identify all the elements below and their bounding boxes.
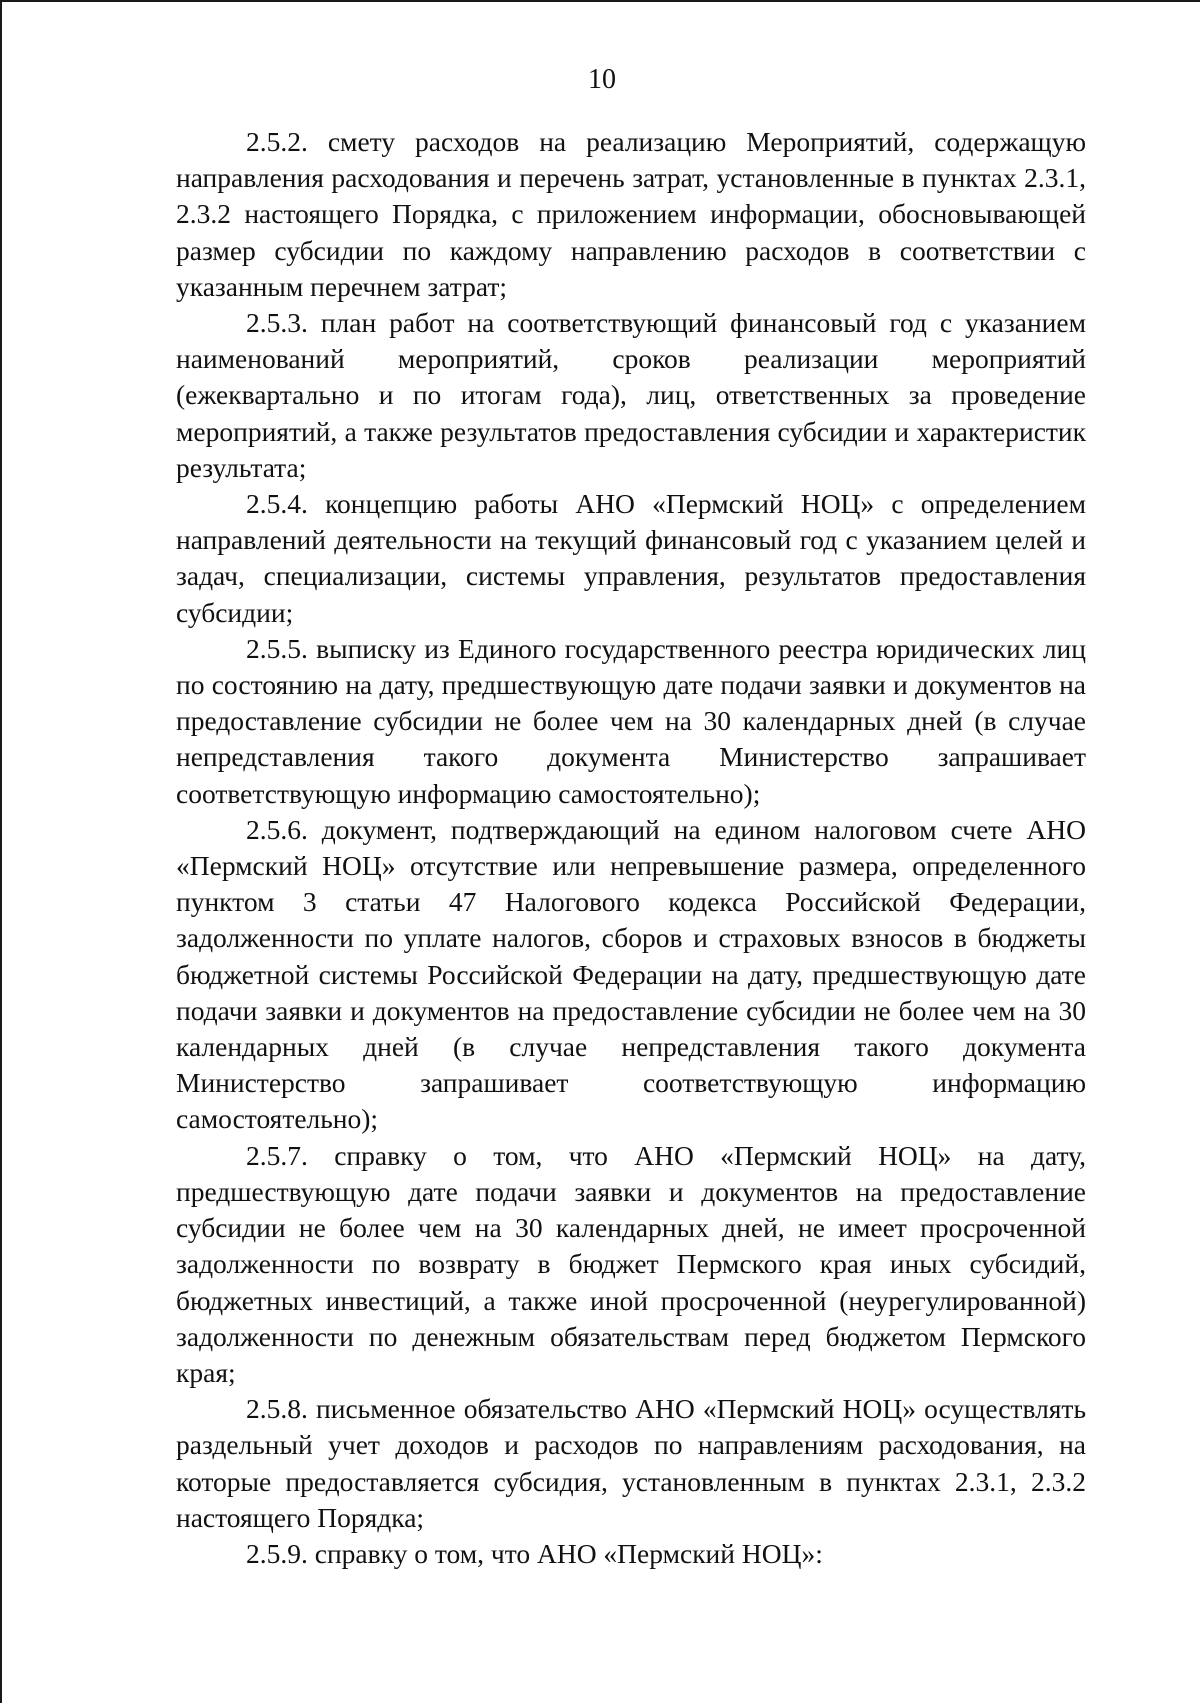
paragraph-2-5-7: 2.5.7. справку о том, что АНО «Пермский НОЦ» на дату, предшествующую дате подачи заявки и документов на предоставление субсидии не более чем на 30 календарных дней, не имеет просроченной задолженности по возврату в бюджет Пермского края иных субсидий, бюджетных инвестиций, а также иной просроченной (неурегулированной) задолженности по денежным обязательствам перед бюджетом Пермского края;: [176, 1139, 1086, 1388]
document-body: [176, 124, 1086, 1572]
paragraph-2-5-4: 2.5.4. концепцию работы АНО «Пермский НОЦ» с определением направлений деятельности на текущий финансовый год с указанием целей и задач, специализации, системы управления, результатов предоставления субсидии;: [176, 488, 1086, 628]
page-number: 10: [588, 64, 616, 95]
paragraph-2-5-5: 2.5.5. выписку из Единого государственного реестра юридических лиц по состоянию на дату, предшествующую дате подачи заявки и документов на предоставление субсидии не более чем на 30 календарных дней (в случае непредставления такого документа Министерство запрашивает соответствующую информацию самостоятельно);: [176, 632, 1086, 809]
paragraph-2-5-9: 2.5.9. справку о том, что АНО «Пермский НОЦ»:: [246, 1537, 823, 1569]
paragraph-2-5-2: 2.5.2. смету расходов на реализацию Мероприятий, содержащую направления расходования и перечень затрат, установленные в пунктах 2.3.1, 2.3.2 настоящего Порядка, с приложением информации, обосновывающей размер субсидии по каждому направлению расходов в соответствии с указанным перечнем затрат;: [176, 126, 1086, 302]
paragraph-2-5-3: 2.5.3. план работ на соответствующий финансовый год с указанием наименований мероприятий, сроков реализации мероприятий (ежеквартально и по итогам года), лиц, ответственных за проведение мероприятий, а также результатов предоставления субсидии и характеристик результата;: [176, 307, 1086, 483]
paragraph-2-5-6: 2.5.6. документ, подтверждающий на едином налоговом счете АНО «Пермский НОЦ» отсутствие или непревышение размера, определенного пунктом 3 статьи 47 Налогового кодекса Российской Федерации, задолженности по уплате налогов, сборов и страховых взносов в бюджеты бюджетной системы Российской Федерации на дату, предшествующую дате подачи заявки и документов на предоставление субсидии не более чем на 30 календарных дней (в случае непредставления такого документа Министерство запрашивает соответствующую информацию самостоятельно);: [176, 813, 1086, 1135]
paragraph-2-5-8: 2.5.8. письменное обязательство АНО «Пермский НОЦ» осуществлять раздельный учет доходов и расходов по направлениям расходования, на которые предоставляется субсидия, установленным в пунктах 2.3.1, 2.3.2 настоящего Порядка;: [176, 1393, 1086, 1533]
